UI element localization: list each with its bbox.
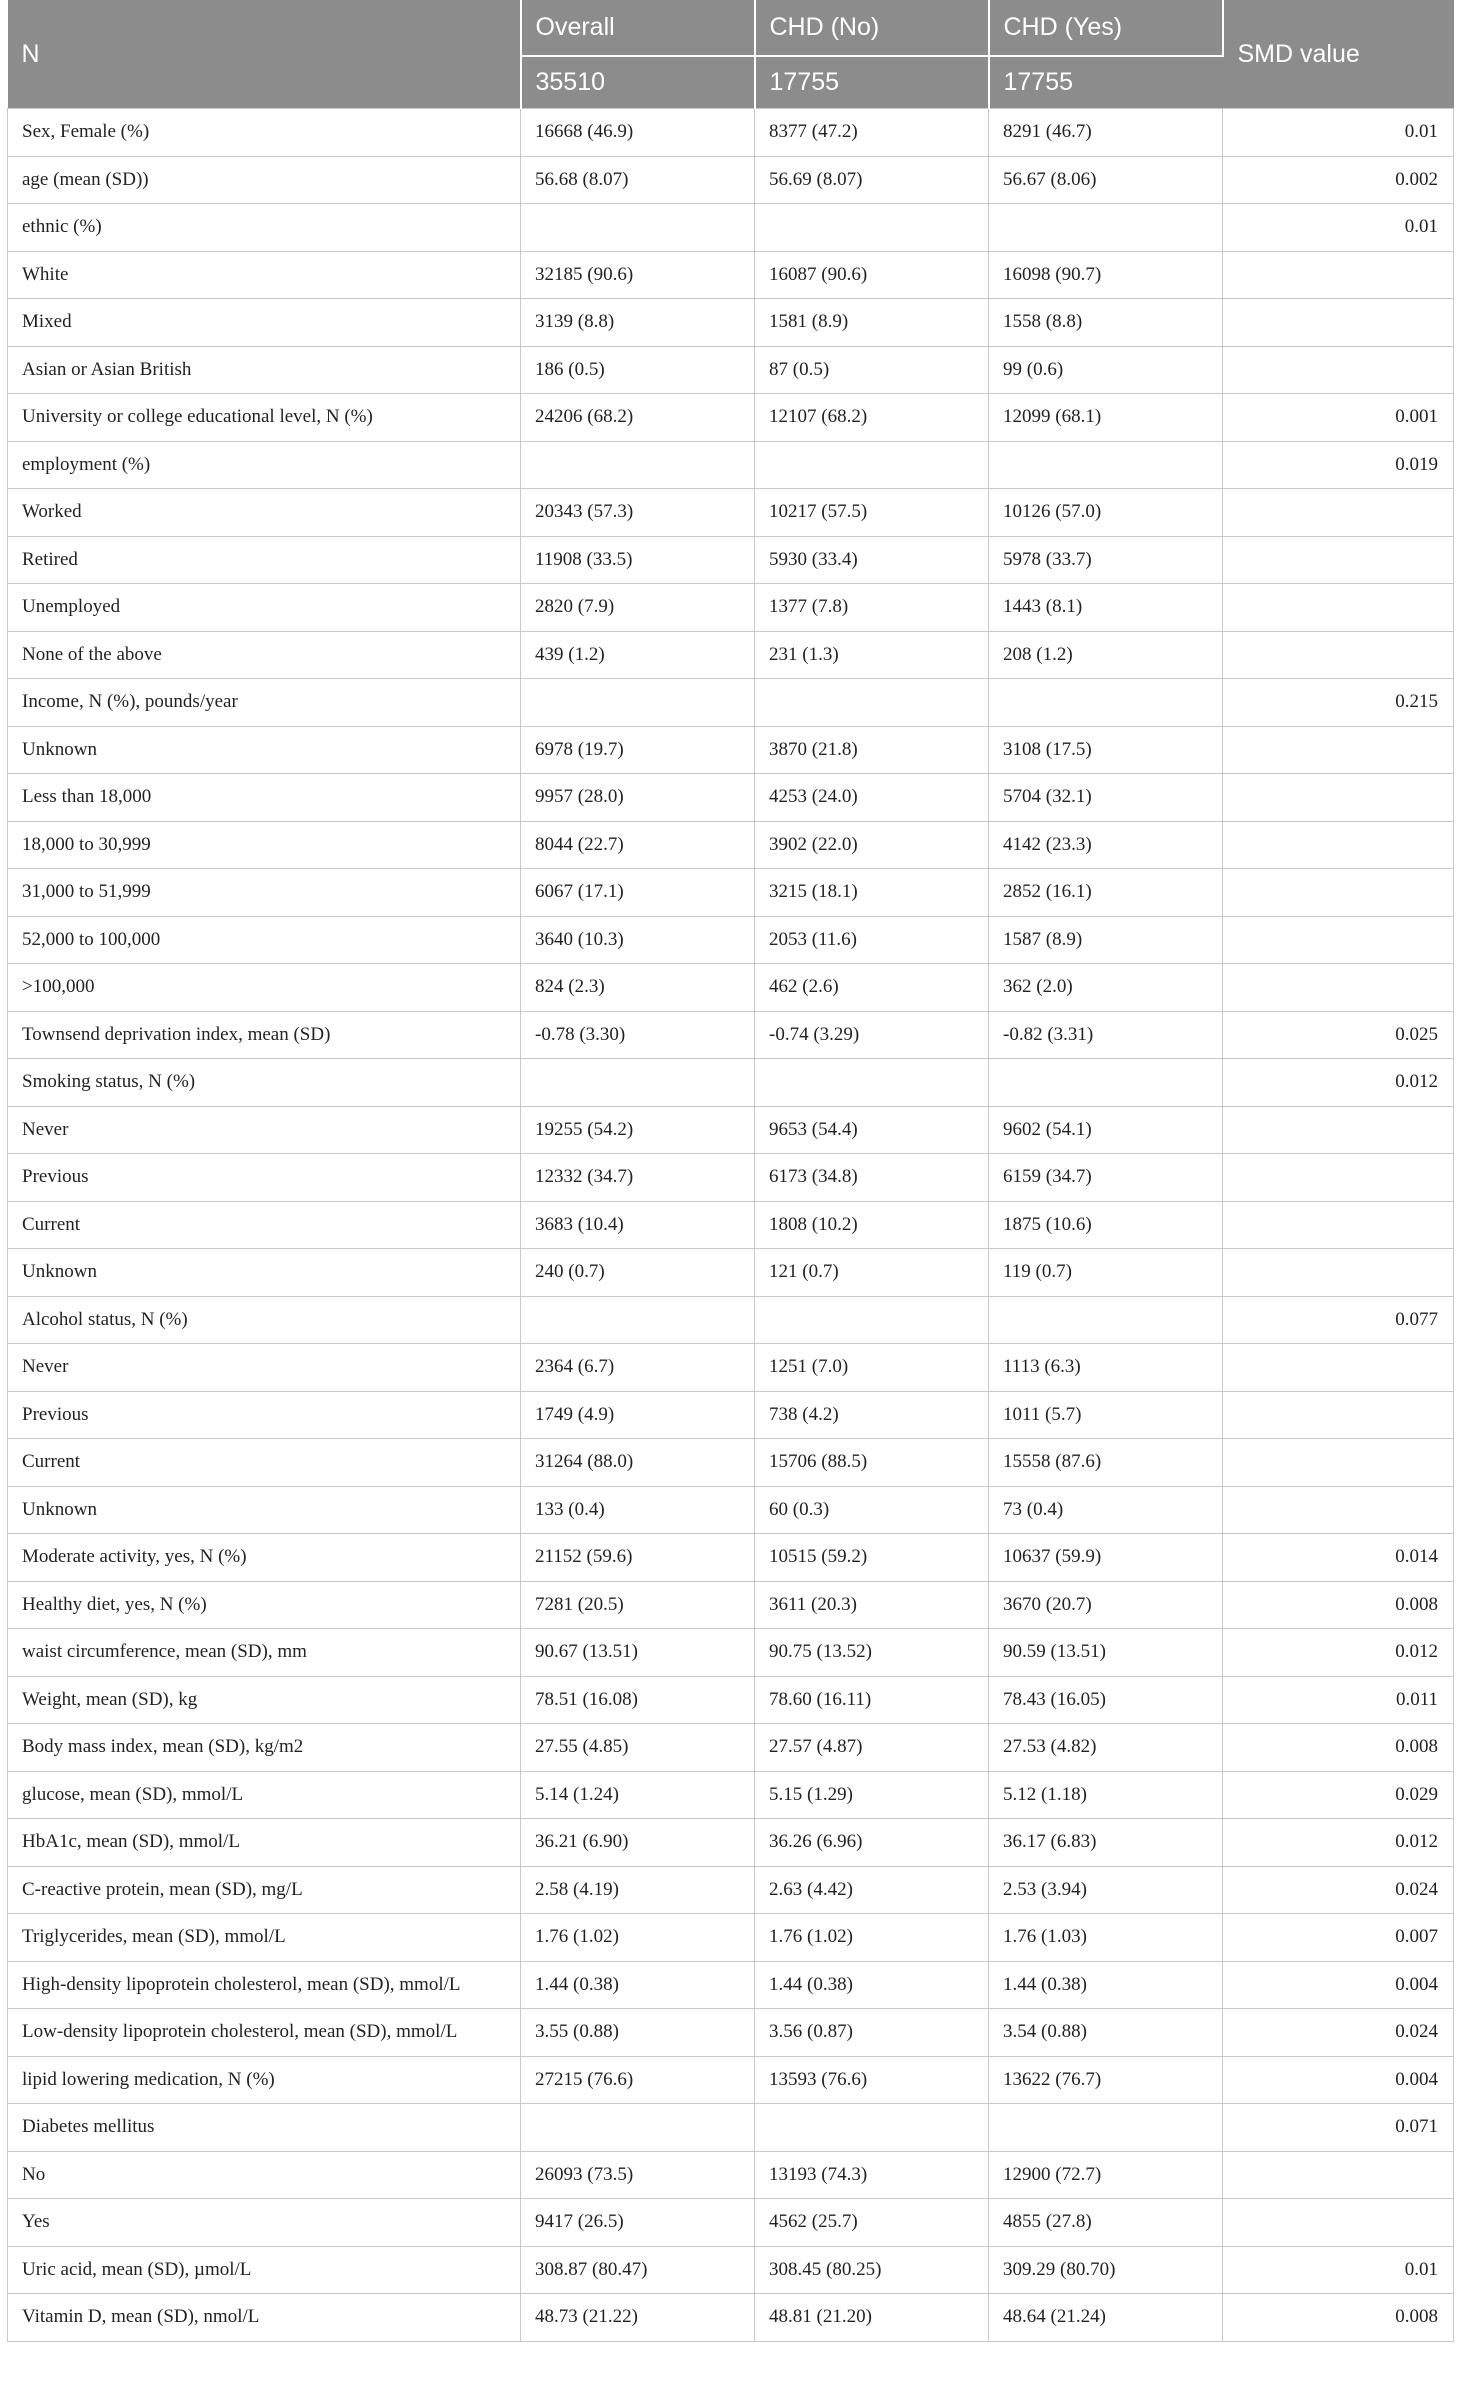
smd-cell [1223,1391,1454,1439]
smd-cell: 0.01 [1223,109,1454,157]
chd-yes-cell: 16098 (90.7) [989,251,1223,299]
row-label-cell: 52,000 to 100,000 [8,916,521,964]
chd-yes-cell: 90.59 (13.51) [989,1629,1223,1677]
chd-no-cell: 3611 (20.3) [755,1581,989,1629]
smd-cell [1223,916,1454,964]
smd-cell: 0.071 [1223,2104,1454,2152]
row-label-cell: Sex, Female (%) [8,109,521,157]
table-row [8,1486,1454,1534]
chd-yes-cell: 8291 (46.7) [989,109,1223,157]
chd-yes-cell: 13622 (76.7) [989,2056,1223,2104]
overall-cell [521,441,755,489]
row-label-cell: Less than 18,000 [8,774,521,822]
row-label-cell: Never [8,1106,521,1154]
chd-no-cell: 4562 (25.7) [755,2199,989,2247]
row-label-cell: Townsend deprivation index, mean (SD) [8,1011,521,1059]
row-label-cell: Current [8,1439,521,1487]
table-row [8,1154,1454,1202]
overall-cell: 3.55 (0.88) [521,2009,755,2057]
chd-no-cell: 1377 (7.8) [755,584,989,632]
table-header [8,0,1454,109]
chd-no-cell: 78.60 (16.11) [755,1676,989,1724]
chd-yes-cell: 3670 (20.7) [989,1581,1223,1629]
overall-cell: 439 (1.2) [521,631,755,679]
chd-yes-cell [989,441,1223,489]
overall-cell: 2820 (7.9) [521,584,755,632]
overall-cell: 12332 (34.7) [521,1154,755,1202]
smd-cell [1223,299,1454,347]
chd-no-cell: 2053 (11.6) [755,916,989,964]
overall-cell: 308.87 (80.47) [521,2246,755,2294]
chd-yes-cell [989,1059,1223,1107]
overall-cell: 3640 (10.3) [521,916,755,964]
overall-cell: 6978 (19.7) [521,726,755,774]
smd-cell: 0.029 [1223,1771,1454,1819]
chd-no-cell: 121 (0.7) [755,1249,989,1297]
chd-yes-cell: 1587 (8.9) [989,916,1223,964]
chd-no-cell: 2.63 (4.42) [755,1866,989,1914]
overall-cell: 8044 (22.7) [521,821,755,869]
overall-cell: 24206 (68.2) [521,394,755,442]
table-row [8,1581,1454,1629]
row-label-cell: Uric acid, mean (SD), µmol/L [8,2246,521,2294]
row-label-cell: Unknown [8,1486,521,1534]
header-smd: SMD value [1223,0,1454,109]
overall-cell: 7281 (20.5) [521,1581,755,1629]
chd-no-cell: 231 (1.3) [755,631,989,679]
smd-cell: 0.024 [1223,2009,1454,2057]
row-label-cell: Previous [8,1391,521,1439]
row-label-cell: None of the above [8,631,521,679]
row-label-cell: No [8,2151,521,2199]
table-row [8,2246,1454,2294]
table-row [8,346,1454,394]
table-row [8,394,1454,442]
smd-cell: 0.008 [1223,1581,1454,1629]
smd-cell: 0.012 [1223,1819,1454,1867]
chd-yes-cell: 12099 (68.1) [989,394,1223,442]
chd-no-cell [755,204,989,252]
smd-cell: 0.025 [1223,1011,1454,1059]
table-row [8,726,1454,774]
overall-cell: 1749 (4.9) [521,1391,755,1439]
chd-no-cell: 5.15 (1.29) [755,1771,989,1819]
table-row [8,1296,1454,1344]
table-row [8,1439,1454,1487]
table-row [8,156,1454,204]
chd-no-cell: 3902 (22.0) [755,821,989,869]
chd-no-cell: -0.74 (3.29) [755,1011,989,1059]
chd-yes-cell [989,2104,1223,2152]
smd-cell [1223,1154,1454,1202]
chd-yes-cell: 1113 (6.3) [989,1344,1223,1392]
smd-cell [1223,489,1454,537]
table-row [8,2009,1454,2057]
row-label-cell: Weight, mean (SD), kg [8,1676,521,1724]
overall-cell [521,1059,755,1107]
smd-cell [1223,584,1454,632]
chd-no-cell: 10217 (57.5) [755,489,989,537]
chd-yes-cell: 1.44 (0.38) [989,1961,1223,2009]
row-label-cell: Income, N (%), pounds/year [8,679,521,727]
overall-cell: 36.21 (6.90) [521,1819,755,1867]
header-chd-no: CHD (No) [755,0,989,56]
overall-cell [521,679,755,727]
row-label-cell: Retired [8,536,521,584]
smd-cell [1223,1439,1454,1487]
overall-cell: 31264 (88.0) [521,1439,755,1487]
row-label-cell: High-density lipoprotein cholesterol, mean (SD), mmol/L [8,1961,521,2009]
row-label-cell: 31,000 to 51,999 [8,869,521,917]
chd-no-cell: 36.26 (6.96) [755,1819,989,1867]
row-label-cell: C-reactive protein, mean (SD), mg/L [8,1866,521,1914]
table-row [8,1391,1454,1439]
chd-no-cell: 16087 (90.6) [755,251,989,299]
table-row [8,1011,1454,1059]
row-label-cell: Smoking status, N (%) [8,1059,521,1107]
smd-cell: 0.008 [1223,2294,1454,2342]
row-label-cell: >100,000 [8,964,521,1012]
table-row [8,584,1454,632]
row-label-cell: Unknown [8,726,521,774]
chd-yes-cell: 99 (0.6) [989,346,1223,394]
row-label-cell: Unknown [8,1249,521,1297]
baseline-characteristics-table-container [7,0,1453,2342]
chd-no-cell: 3215 (18.1) [755,869,989,917]
smd-cell: 0.012 [1223,1059,1454,1107]
chd-yes-cell: 1443 (8.1) [989,584,1223,632]
smd-cell [1223,726,1454,774]
overall-cell: 20343 (57.3) [521,489,755,537]
header-chd-yes: CHD (Yes) [989,0,1223,56]
chd-no-cell: 1808 (10.2) [755,1201,989,1249]
smd-cell [1223,1201,1454,1249]
chd-yes-cell: 1875 (10.6) [989,1201,1223,1249]
chd-yes-cell: 10637 (59.9) [989,1534,1223,1582]
table-body [8,109,1454,2342]
overall-cell: 3683 (10.4) [521,1201,755,1249]
smd-cell: 0.007 [1223,1914,1454,1962]
table-row [8,1961,1454,2009]
table-row [8,299,1454,347]
overall-cell: 824 (2.3) [521,964,755,1012]
chd-no-cell: 90.75 (13.52) [755,1629,989,1677]
overall-cell: 133 (0.4) [521,1486,755,1534]
overall-cell: -0.78 (3.30) [521,1011,755,1059]
table-row [8,1534,1454,1582]
chd-yes-cell: 1.76 (1.03) [989,1914,1223,1962]
row-label-cell: University or college educational level, N (%) [8,394,521,442]
overall-cell: 21152 (59.6) [521,1534,755,1582]
chd-yes-cell: 4142 (23.3) [989,821,1223,869]
overall-cell: 27215 (76.6) [521,2056,755,2104]
row-label-cell: Previous [8,1154,521,1202]
table-row [8,109,1454,157]
smd-cell: 0.014 [1223,1534,1454,1582]
table-row [8,441,1454,489]
table-row [8,1866,1454,1914]
table-row [8,489,1454,537]
overall-cell: 3139 (8.8) [521,299,755,347]
chd-no-cell: 3870 (21.8) [755,726,989,774]
chd-yes-cell: 2.53 (3.94) [989,1866,1223,1914]
overall-cell: 32185 (90.6) [521,251,755,299]
table-row [8,1724,1454,1772]
row-label-cell: Worked [8,489,521,537]
smd-cell: 0.077 [1223,1296,1454,1344]
chd-yes-cell: 5704 (32.1) [989,774,1223,822]
chd-no-cell: 13193 (74.3) [755,2151,989,2199]
row-label-cell: Mixed [8,299,521,347]
overall-cell: 19255 (54.2) [521,1106,755,1154]
row-label-cell: waist circumference, mean (SD), mm [8,1629,521,1677]
chd-no-cell: 87 (0.5) [755,346,989,394]
chd-yes-cell: 4855 (27.8) [989,2199,1223,2247]
chd-yes-cell [989,1296,1223,1344]
chd-yes-cell: 73 (0.4) [989,1486,1223,1534]
overall-cell: 11908 (33.5) [521,536,755,584]
table-row [8,1059,1454,1107]
table-row [8,204,1454,252]
smd-cell: 0.01 [1223,2246,1454,2294]
smd-cell: 0.012 [1223,1629,1454,1677]
overall-cell: 9957 (28.0) [521,774,755,822]
row-label-cell: Current [8,1201,521,1249]
table-row [8,631,1454,679]
table-row [8,1249,1454,1297]
smd-cell [1223,1344,1454,1392]
chd-yes-cell: 56.67 (8.06) [989,156,1223,204]
smd-cell: 0.024 [1223,1866,1454,1914]
smd-cell: 0.001 [1223,394,1454,442]
row-label-cell: Alcohol status, N (%) [8,1296,521,1344]
overall-cell: 1.44 (0.38) [521,1961,755,2009]
table-row [8,916,1454,964]
header-chd-no-n: 17755 [755,56,989,109]
smd-cell: 0.002 [1223,156,1454,204]
table-row [8,1819,1454,1867]
baseline-characteristics-table [7,0,1454,2342]
overall-cell: 2.58 (4.19) [521,1866,755,1914]
table-row [8,964,1454,1012]
smd-cell [1223,964,1454,1012]
smd-cell [1223,631,1454,679]
chd-yes-cell: 309.29 (80.70) [989,2246,1223,2294]
table-row [8,1676,1454,1724]
smd-cell [1223,1249,1454,1297]
chd-no-cell: 738 (4.2) [755,1391,989,1439]
smd-cell: 0.004 [1223,1961,1454,2009]
chd-no-cell: 60 (0.3) [755,1486,989,1534]
chd-yes-cell: 2852 (16.1) [989,869,1223,917]
overall-cell: 26093 (73.5) [521,2151,755,2199]
chd-yes-cell: 6159 (34.7) [989,1154,1223,1202]
chd-no-cell: 462 (2.6) [755,964,989,1012]
overall-cell: 90.67 (13.51) [521,1629,755,1677]
chd-no-cell: 4253 (24.0) [755,774,989,822]
chd-no-cell [755,679,989,727]
smd-cell [1223,251,1454,299]
chd-yes-cell: -0.82 (3.31) [989,1011,1223,1059]
smd-cell: 0.01 [1223,204,1454,252]
chd-yes-cell: 119 (0.7) [989,1249,1223,1297]
overall-cell [521,2104,755,2152]
chd-no-cell: 308.45 (80.25) [755,2246,989,2294]
overall-cell: 56.68 (8.07) [521,156,755,204]
chd-no-cell: 1.44 (0.38) [755,1961,989,2009]
header-overall: Overall [521,0,755,56]
table-row [8,1201,1454,1249]
smd-cell [1223,869,1454,917]
chd-yes-cell: 3108 (17.5) [989,726,1223,774]
row-label-cell: Asian or Asian British [8,346,521,394]
row-label-cell: Triglycerides, mean (SD), mmol/L [8,1914,521,1962]
chd-no-cell: 5930 (33.4) [755,536,989,584]
smd-cell: 0.004 [1223,2056,1454,2104]
row-label-cell: Body mass index, mean (SD), kg/m2 [8,1724,521,1772]
table-row [8,2294,1454,2342]
chd-no-cell: 3.56 (0.87) [755,2009,989,2057]
smd-cell [1223,774,1454,822]
row-label-cell: glucose, mean (SD), mmol/L [8,1771,521,1819]
chd-yes-cell: 78.43 (16.05) [989,1676,1223,1724]
smd-cell [1223,2199,1454,2247]
chd-yes-cell: 208 (1.2) [989,631,1223,679]
chd-no-cell: 1581 (8.9) [755,299,989,347]
overall-cell: 1.76 (1.02) [521,1914,755,1962]
chd-yes-cell: 48.64 (21.24) [989,2294,1223,2342]
chd-yes-cell: 10126 (57.0) [989,489,1223,537]
chd-yes-cell: 27.53 (4.82) [989,1724,1223,1772]
table-row [8,679,1454,727]
overall-cell: 2364 (6.7) [521,1344,755,1392]
row-label-cell: Unemployed [8,584,521,632]
row-label-cell: employment (%) [8,441,521,489]
row-label-cell: Never [8,1344,521,1392]
row-label-cell: 18,000 to 30,999 [8,821,521,869]
table-row [8,2104,1454,2152]
overall-cell: 240 (0.7) [521,1249,755,1297]
chd-no-cell: 12107 (68.2) [755,394,989,442]
chd-no-cell: 1.76 (1.02) [755,1914,989,1962]
overall-cell: 186 (0.5) [521,346,755,394]
table-row [8,1106,1454,1154]
chd-yes-cell: 15558 (87.6) [989,1439,1223,1487]
row-label-cell: Healthy diet, yes, N (%) [8,1581,521,1629]
chd-no-cell: 56.69 (8.07) [755,156,989,204]
smd-cell: 0.215 [1223,679,1454,727]
row-label-cell: Vitamin D, mean (SD), nmol/L [8,2294,521,2342]
chd-yes-cell: 5.12 (1.18) [989,1771,1223,1819]
overall-cell: 5.14 (1.24) [521,1771,755,1819]
chd-no-cell: 15706 (88.5) [755,1439,989,1487]
chd-no-cell [755,441,989,489]
table-row [8,2056,1454,2104]
chd-yes-cell: 9602 (54.1) [989,1106,1223,1154]
table-row [8,1629,1454,1677]
smd-cell [1223,821,1454,869]
smd-cell [1223,1106,1454,1154]
row-label-cell: age (mean (SD)) [8,156,521,204]
row-label-cell: White [8,251,521,299]
row-label-cell: HbA1c, mean (SD), mmol/L [8,1819,521,1867]
overall-cell: 78.51 (16.08) [521,1676,755,1724]
table-row [8,1344,1454,1392]
chd-yes-cell: 362 (2.0) [989,964,1223,1012]
row-label-cell: Low-density lipoprotein cholesterol, mean (SD), mmol/L [8,2009,521,2057]
chd-yes-cell [989,679,1223,727]
smd-cell [1223,1486,1454,1534]
smd-cell: 0.019 [1223,441,1454,489]
table-row [8,2199,1454,2247]
chd-no-cell: 1251 (7.0) [755,1344,989,1392]
overall-cell [521,204,755,252]
chd-yes-cell: 36.17 (6.83) [989,1819,1223,1867]
overall-cell: 27.55 (4.85) [521,1724,755,1772]
chd-yes-cell: 1011 (5.7) [989,1391,1223,1439]
smd-cell: 0.008 [1223,1724,1454,1772]
overall-cell [521,1296,755,1344]
table-row [8,1914,1454,1962]
table-row [8,536,1454,584]
header-row-label: N [8,0,521,109]
chd-no-cell [755,1059,989,1107]
chd-no-cell: 27.57 (4.87) [755,1724,989,1772]
chd-no-cell: 13593 (76.6) [755,2056,989,2104]
header-overall-n: 35510 [521,56,755,109]
chd-yes-cell: 5978 (33.7) [989,536,1223,584]
chd-no-cell: 48.81 (21.20) [755,2294,989,2342]
table-row [8,869,1454,917]
smd-cell [1223,346,1454,394]
chd-no-cell: 6173 (34.8) [755,1154,989,1202]
chd-yes-cell: 3.54 (0.88) [989,2009,1223,2057]
chd-yes-cell [989,204,1223,252]
smd-cell: 0.011 [1223,1676,1454,1724]
row-label-cell: Diabetes mellitus [8,2104,521,2152]
chd-no-cell [755,2104,989,2152]
overall-cell: 16668 (46.9) [521,109,755,157]
row-label-cell: Yes [8,2199,521,2247]
chd-no-cell: 8377 (47.2) [755,109,989,157]
overall-cell: 6067 (17.1) [521,869,755,917]
table-row [8,2151,1454,2199]
overall-cell: 48.73 (21.22) [521,2294,755,2342]
header-chd-yes-n: 17755 [989,56,1223,109]
row-label-cell: ethnic (%) [8,204,521,252]
row-label-cell: lipid lowering medication, N (%) [8,2056,521,2104]
chd-yes-cell: 1558 (8.8) [989,299,1223,347]
table-row [8,1771,1454,1819]
table-row [8,774,1454,822]
smd-cell [1223,536,1454,584]
table-row [8,251,1454,299]
overall-cell: 9417 (26.5) [521,2199,755,2247]
chd-yes-cell: 12900 (72.7) [989,2151,1223,2199]
chd-no-cell: 10515 (59.2) [755,1534,989,1582]
smd-cell [1223,2151,1454,2199]
row-label-cell: Moderate activity, yes, N (%) [8,1534,521,1582]
table-row [8,821,1454,869]
chd-no-cell: 9653 (54.4) [755,1106,989,1154]
chd-no-cell [755,1296,989,1344]
